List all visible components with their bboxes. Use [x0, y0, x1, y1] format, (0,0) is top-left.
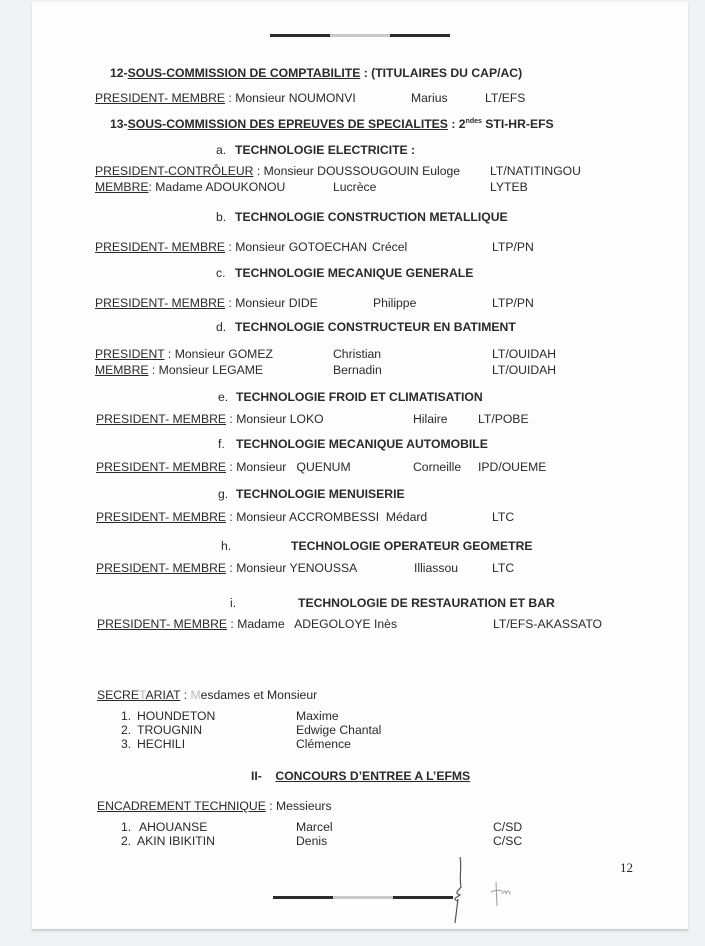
member-name: Monsieur LOKO [236, 412, 324, 426]
subsection-letter: b. [216, 210, 227, 224]
member-name: Monsieur DIDE [235, 296, 318, 310]
role-label: PRESIDENT- MEMBRE [95, 296, 226, 310]
role-label: PRESIDENT- MEMBRE [96, 510, 227, 524]
member-school: LTP/PN [492, 240, 534, 254]
item-number: 1. [121, 820, 132, 834]
section-13-heading [110, 115, 554, 131]
member-name: Monsieur NOUMONVI [235, 91, 356, 105]
footer-rule [273, 896, 453, 899]
member-school: LT/EFS [485, 91, 526, 105]
secretariat-heading [97, 688, 317, 702]
separator: : [180, 688, 191, 702]
member-firstname: Bernadin [333, 363, 382, 377]
subsection-title: TECHNOLOGIE MECANIQUE AUTOMOBILE [236, 437, 488, 451]
label-part-damaged: T [139, 688, 146, 702]
member-school: LT/EFS-AKASSATO [493, 617, 603, 631]
role-label: PRESIDENT- MEMBRE [96, 460, 227, 474]
member-name: AHOUANSE [139, 820, 208, 834]
member-firstname: Lucrèce [333, 180, 377, 194]
subsection-letter: e. [218, 390, 229, 404]
member-school: LT/NATITINGOU [490, 164, 581, 178]
separator: : [227, 617, 238, 631]
subsection-title: TECHNOLOGIE OPERATEUR GEOMETRE [291, 539, 533, 553]
member-name: HOUNDETON [137, 709, 216, 723]
role-label: PRESIDENT- MEMBRE [96, 561, 227, 575]
subsection-title: TECHNOLOGIE DE RESTAURATION ET BAR [298, 596, 555, 610]
member-school: LYTEB [490, 180, 528, 194]
section-ii-heading [251, 769, 470, 783]
member-school: LT/OUIDAH [492, 347, 557, 361]
section-12-heading [110, 66, 522, 80]
member-school: LTP/PN [492, 296, 534, 310]
section-title: CONCOURS D’ENTREE A L’EFMS [275, 769, 471, 783]
item-number: 2. [121, 723, 132, 737]
member-name: Monsieur GOMEZ [174, 347, 273, 361]
subsection-title: TECHNOLOGIE CONSTRUCTEUR EN BATIMENT [235, 320, 516, 334]
member-firstname: Christian [333, 347, 382, 361]
separator: : [164, 347, 175, 361]
member-name: Madame ADOUKONOU [155, 180, 286, 194]
secretariat-label [97, 688, 180, 702]
member-school: LT/OUIDAH [492, 363, 557, 377]
subsection-letter: c. [216, 266, 226, 280]
encadrement-label: ENCADREMENT TECHNIQUE [97, 799, 266, 813]
member-name: Monsieur YENOUSSA [236, 561, 358, 575]
subsection-title: TECHNOLOGIE ELECTRICITE : [235, 143, 416, 157]
separator: : [226, 460, 237, 474]
subsection-letter: d. [216, 320, 227, 334]
secretariat-intro: esdames et Monsieur [200, 688, 318, 702]
separator: : [226, 412, 237, 426]
subsection-letter: h. [221, 539, 232, 553]
encadrement-heading [97, 799, 332, 813]
item-number: 1. [121, 709, 132, 723]
separator: : [265, 799, 277, 813]
member-firstname: Denis [296, 834, 328, 848]
section-suffix: STI-HR-EFS [481, 117, 554, 131]
subsection-letter: a. [216, 143, 227, 157]
encadrement-intro: Messieurs [276, 799, 332, 813]
superscript: ndes [465, 118, 482, 125]
member-name: Madame ADEGOLOYE Inès [237, 617, 398, 631]
role-label: PRESIDENT-CONTRÔLEUR [95, 164, 254, 178]
member-name: Monsieur ACCROMBESSI Médard [236, 510, 428, 524]
section-number: II- [251, 769, 262, 783]
member-firstname: Marcel [296, 820, 333, 834]
subsection-title: TECHNOLOGIE CONSTRUCTION METALLIQUE [235, 210, 508, 224]
section-number: 12- [110, 66, 128, 80]
member-name: Monsieur DOUSSOUGOUIN Euloge [263, 164, 461, 178]
separator: : [225, 91, 236, 105]
label-part: ARIAT [145, 688, 181, 702]
separator: : [225, 240, 236, 254]
member-firstname: Hilaire [413, 412, 448, 426]
member-name: Monsieur LEGAME [158, 363, 263, 377]
member-name: AKIN IBIKITIN [137, 834, 215, 848]
section-subtitle: : (TITULAIRES DU CAP/AC) [360, 66, 523, 80]
subsection-letter: f. [218, 437, 225, 451]
item-number: 2. [121, 834, 132, 848]
separator: : [148, 363, 159, 377]
member-firstname: Crécel [372, 240, 408, 254]
separator: : [253, 164, 264, 178]
role-label: MEMBRE [95, 180, 149, 194]
role-label: PRESIDENT- MEMBRE [95, 240, 226, 254]
item-number: 3. [121, 737, 132, 751]
member-name: Monsieur GOTOECHAN [235, 240, 368, 254]
member-role: C/SC [493, 834, 523, 848]
subsection-letter: g. [218, 487, 229, 501]
member-school: LTC [492, 510, 515, 524]
member-firstname: Marius [411, 91, 448, 105]
member-school: LT/POBE [478, 412, 529, 426]
subsection-title: TECHNOLOGIE MENUISERIE [236, 487, 405, 501]
separator: : [225, 296, 236, 310]
initials-mark [490, 880, 516, 908]
member-firstname: Philippe [373, 296, 417, 310]
member-role: C/SD [493, 820, 523, 834]
role-label: PRESIDENT [95, 347, 165, 361]
signature-mark [448, 855, 468, 925]
subsection-title: TECHNOLOGIE MECANIQUE GENERALE [235, 266, 474, 280]
header-rule [270, 34, 450, 37]
page-number: 12 [620, 860, 633, 875]
separator: : [148, 180, 156, 194]
member-name: Monsieur QUENUM [236, 460, 351, 474]
subsection-letter: i. [230, 596, 237, 610]
separator: : [226, 561, 237, 575]
intro-part-damaged: M [190, 688, 201, 702]
separator: : [226, 510, 237, 524]
member-name: HECHILI [137, 737, 186, 751]
member-firstname: Clémence [296, 737, 351, 751]
role-label: PRESIDENT- MEMBRE [97, 617, 228, 631]
role-label: MEMBRE [95, 363, 149, 377]
member-name: TROUGNIN [137, 723, 202, 737]
member-firstname: Illiassou [414, 561, 459, 575]
member-firstname: Edwige Chantal [296, 723, 382, 737]
member-firstname: Maxime [296, 709, 339, 723]
role-label: PRESIDENT- MEMBRE [95, 91, 226, 105]
separator: : 2 [447, 117, 466, 131]
role-label: PRESIDENT- MEMBRE [96, 412, 227, 426]
section-number: 13- [110, 117, 128, 131]
member-firstname: Corneille [413, 460, 462, 474]
label-part: SECRE [97, 688, 139, 702]
section-title: SOUS-COMMISSION DE COMPTABILITE [127, 66, 361, 80]
subsection-title: TECHNOLOGIE FROID ET CLIMATISATION [236, 390, 483, 404]
member-school: LTC [492, 561, 515, 575]
section-title: SOUS-COMMISSION DES EPREUVES DE SPECIALITES [127, 117, 448, 131]
member-school: IPD/OUEME [478, 460, 547, 474]
